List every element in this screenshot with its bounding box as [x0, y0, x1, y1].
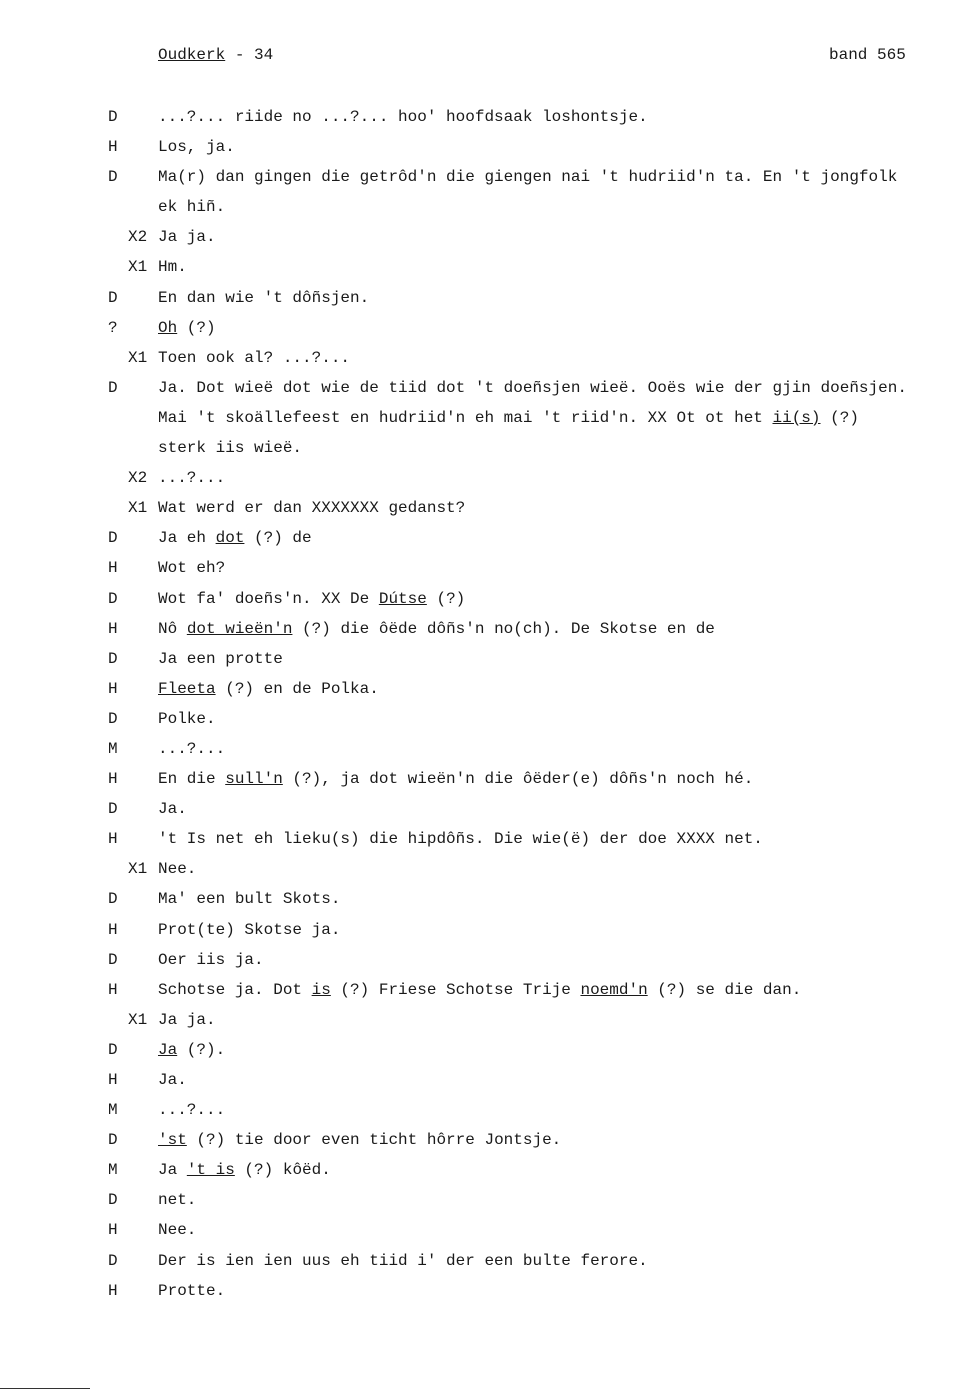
text-segment: ek hiñ. [158, 198, 226, 217]
header-band: band 565 [829, 46, 906, 64]
text-segment: Nee. [158, 1221, 197, 1240]
utterance-text [158, 313, 216, 343]
underlined-text: dot wieën'n [186, 619, 293, 638]
speaker-label: D [108, 589, 118, 608]
transcript-line [0, 1095, 979, 1125]
speaker-label: H [108, 138, 118, 157]
text-segment: (?) en de Polka. [215, 679, 379, 698]
speaker-label: H [108, 679, 118, 698]
utterance-text [158, 704, 216, 734]
utterance-text [158, 884, 340, 914]
transcript-line [0, 824, 979, 854]
transcript-line [0, 433, 979, 463]
underlined-text: 't is [186, 1161, 235, 1180]
transcript-line [0, 584, 979, 614]
text-segment: Protte. [158, 1281, 226, 1300]
speaker-label: ? [108, 318, 118, 337]
text-segment: (?) die ôëde dôñs'n no(ch). De Skotse en de [292, 619, 715, 638]
text-segment: Nô [158, 619, 187, 638]
transcript-line [0, 162, 979, 192]
transcript-line [0, 975, 979, 1005]
utterance-text [158, 1005, 216, 1035]
text-segment: 't Is net eh lieku(s) die hipdôñs. Die wie(ë) der doe XXXX net. [158, 830, 763, 849]
text-segment: ...?... [158, 1101, 226, 1120]
transcript [0, 102, 979, 1306]
speaker-label: H [108, 559, 118, 578]
utterance-text [158, 915, 340, 945]
text-segment: Ja [158, 1161, 187, 1180]
text-segment: Hm. [158, 258, 187, 277]
header-page-number: - 34 [225, 46, 274, 64]
speaker-label: H [108, 770, 118, 789]
transcript-line [0, 734, 979, 764]
speaker-label: D [108, 108, 118, 126]
underlined-text: sull'n [225, 770, 283, 789]
utterance-text [158, 1155, 331, 1185]
utterance-text [158, 1035, 225, 1065]
utterance-text [158, 283, 369, 313]
transcript-line [0, 794, 979, 824]
utterance-text [158, 854, 196, 884]
transcript-line [0, 1005, 979, 1035]
speaker-label: H [108, 1221, 118, 1240]
utterance-text [158, 373, 907, 403]
transcript-line [0, 1246, 979, 1276]
underlined-text: noemd'n [580, 980, 648, 999]
utterance-text [158, 1246, 648, 1276]
text-segment: Ja eh [158, 529, 216, 548]
speaker-label: H [108, 830, 118, 849]
transcript-line [0, 674, 979, 704]
utterance-text [158, 1185, 196, 1215]
utterance-text [158, 674, 379, 704]
text-segment: Der is ien ien uus eh tiid i' der een bulte ferore. [158, 1251, 648, 1270]
speaker-label: H [108, 920, 118, 939]
underlined-text: Ja [158, 1040, 178, 1059]
text-segment: Ma' een bult Skots. [158, 890, 341, 909]
text-segment: Schotse ja. Dot [158, 980, 312, 999]
speaker-label: X1 [128, 258, 148, 277]
text-segment: (?) [426, 589, 466, 608]
text-segment: (?) tie door even ticht hôrre Jontsje. [186, 1131, 562, 1150]
text-segment: (?) [177, 318, 216, 337]
text-segment: (?) se die dan. [647, 980, 802, 999]
utterance-text [158, 794, 187, 824]
underlined-text: Oh [158, 318, 178, 337]
text-segment: ...?... [158, 469, 226, 488]
transcript-line [0, 192, 979, 222]
speaker-label: M [108, 1161, 118, 1180]
utterance-text [158, 584, 465, 614]
utterance-text [158, 644, 283, 674]
text-segment: sterk iis wieë. [158, 439, 303, 458]
transcript-line [0, 252, 979, 282]
utterance-text [158, 1095, 225, 1125]
transcript-line [0, 704, 979, 734]
speaker-label: D [108, 890, 118, 909]
speaker-label: D [108, 1131, 118, 1150]
speaker-label: D [108, 378, 118, 397]
text-segment: net. [158, 1191, 197, 1210]
text-segment: ...?... riide no ...?... hoo' hoofdsaak loshontsje. [158, 108, 648, 126]
text-segment: (?), ja dot wieën'n die ôëder(e) dôñs'n noch hé. [282, 770, 754, 789]
speaker-label: H [108, 1281, 118, 1300]
speaker-label: X1 [128, 1010, 148, 1029]
utterance-text [158, 764, 753, 794]
transcript-line [0, 463, 979, 493]
transcript-line [0, 222, 979, 252]
speaker-label: D [108, 168, 118, 187]
footnote-rule [0, 1388, 90, 1389]
speaker-label: X1 [128, 499, 148, 518]
text-segment: (?). [177, 1040, 226, 1059]
text-segment: Prot(te) Skotse ja. [158, 920, 341, 939]
transcript-line [0, 644, 979, 674]
speaker-label: H [108, 619, 118, 638]
transcript-line [0, 1276, 979, 1306]
utterance-text [158, 102, 648, 132]
utterance-text [158, 433, 302, 463]
utterance-text [158, 343, 350, 373]
utterance-text [158, 1125, 561, 1155]
speaker-label: D [108, 1040, 118, 1059]
underlined-text: is [311, 980, 331, 999]
transcript-line [0, 1125, 979, 1155]
transcript-line [0, 915, 979, 945]
transcript-line [0, 1035, 979, 1065]
text-segment: Toen ook al? ...?... [158, 348, 351, 367]
speaker-label: D [108, 1251, 118, 1270]
text-segment: En die [158, 770, 226, 789]
speaker-label: M [108, 1101, 118, 1120]
text-segment: Wot eh? [158, 559, 226, 578]
transcript-line [0, 553, 979, 583]
text-segment: Ma(r) dan gingen die getrôd'n die giengen nai 't hudriid'n ta. En 't jongfolk [158, 168, 898, 187]
transcript-line [0, 854, 979, 884]
text-segment: ...?... [158, 739, 226, 758]
underlined-text: dot [215, 529, 245, 548]
text-segment: (?) kôëd. [234, 1161, 331, 1180]
header-title: Oudkerk [158, 46, 226, 64]
text-segment: (?) [820, 408, 859, 427]
utterance-text [158, 523, 312, 553]
speaker-label: X1 [128, 860, 148, 879]
utterance-text [158, 192, 225, 222]
transcript-line [0, 102, 979, 132]
transcript-line [0, 1185, 979, 1215]
text-segment: Wat werd er dan XXXXXXX gedanst? [158, 499, 466, 518]
utterance-text [158, 945, 264, 975]
speaker-label: M [108, 739, 118, 758]
utterance-text [158, 463, 225, 493]
speaker-label: D [108, 649, 118, 668]
text-segment: Ja. [158, 1071, 187, 1089]
utterance-text [158, 162, 897, 192]
utterance-text [158, 252, 187, 282]
text-segment: (?) de [244, 529, 312, 548]
text-segment: Ja een protte [158, 649, 283, 668]
utterance-text [158, 132, 235, 162]
underlined-text: Fleeta [158, 679, 216, 698]
text-segment: Ja. [158, 800, 187, 819]
utterance-text [158, 614, 715, 644]
utterance-text [158, 1215, 196, 1245]
speaker-label: D [108, 950, 118, 969]
text-segment: En dan wie 't dôñsjen. [158, 288, 370, 307]
page-header-left [158, 46, 273, 64]
utterance-text [158, 1276, 225, 1306]
utterance-text [158, 1065, 187, 1095]
speaker-label: D [108, 529, 118, 548]
speaker-label: D [108, 1191, 118, 1210]
transcript-line [0, 523, 979, 553]
utterance-text [158, 403, 859, 433]
utterance-text [158, 222, 216, 252]
text-segment: Ja ja. [158, 228, 216, 247]
speaker-label: D [108, 288, 118, 307]
text-segment: Mai 't skoällefeest en hudriid'n eh mai 't riid'n. XX Ot ot het [158, 408, 773, 427]
text-segment: Ja ja. [158, 1010, 216, 1029]
text-segment: Los, ja. [158, 138, 235, 157]
transcript-line [0, 1155, 979, 1185]
utterance-text [158, 734, 225, 764]
transcript-line [0, 283, 979, 313]
speaker-label: X2 [128, 228, 148, 247]
underlined-text: ii(s) [772, 408, 821, 427]
text-segment: Polke. [158, 709, 216, 728]
transcript-line [0, 373, 979, 403]
transcript-line [0, 132, 979, 162]
utterance-text [158, 975, 801, 1005]
speaker-label: H [108, 980, 118, 999]
transcript-line [0, 313, 979, 343]
speaker-label: X1 [128, 348, 148, 367]
text-segment: Nee. [158, 860, 197, 879]
underlined-text: 'st [158, 1131, 187, 1150]
underlined-text: Dútse [378, 589, 427, 608]
transcript-line [0, 403, 979, 433]
transcript-line [0, 764, 979, 794]
transcript-line [0, 493, 979, 523]
speaker-label: D [108, 709, 118, 728]
text-segment: Wot fa' doeñs'n. XX De [158, 589, 379, 608]
text-segment: (?) Friese Schotse Trije [330, 980, 581, 999]
transcript-line [0, 1065, 979, 1095]
transcript-line [0, 614, 979, 644]
speaker-label: H [108, 1071, 118, 1089]
text-segment: Oer iis ja. [158, 950, 264, 969]
speaker-label: X2 [128, 469, 148, 488]
transcript-line [0, 884, 979, 914]
utterance-text [158, 493, 465, 523]
transcript-line [0, 1215, 979, 1245]
speaker-label: D [108, 800, 118, 819]
utterance-text [158, 824, 763, 854]
utterance-text [158, 553, 225, 583]
text-segment: Ja. Dot wieë dot wie de tiid dot 't doeñsjen wieë. Ooës wie der gjin doeñsjen. [158, 378, 907, 397]
transcript-line [0, 945, 979, 975]
transcript-line [0, 343, 979, 373]
